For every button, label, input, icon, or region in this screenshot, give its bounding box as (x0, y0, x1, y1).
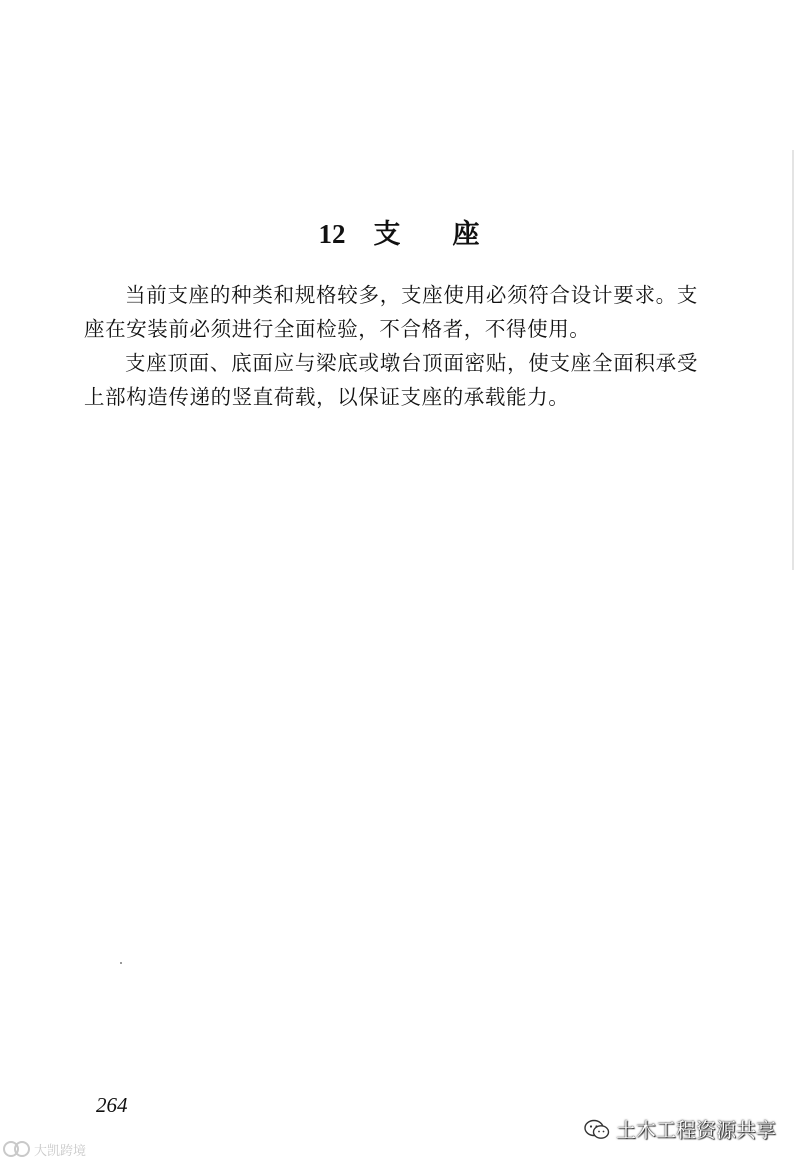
cc-logo-icon (2, 1140, 32, 1164)
watermark-right (584, 1117, 776, 1143)
chapter-title (0, 214, 798, 255)
chapter-title-text: 支座 (373, 219, 532, 251)
watermark-left (2, 1140, 86, 1164)
scan-speck (120, 962, 122, 964)
page-number: 264 (96, 1093, 128, 1117)
wechat-icon (584, 1119, 610, 1141)
watermark-right-text: 土木工程资源共享 (616, 1118, 776, 1142)
paragraph-1: 当前支座的种类和规格较多，支座使用必须符合设计要求。支座在安装前必须进行全面检验，不合格者，不得使用。 (84, 283, 698, 341)
chapter-body (84, 278, 698, 414)
watermark-left-text: 大凯跨境 (34, 1144, 87, 1159)
chapter-number: 12 (318, 219, 346, 250)
paragraph-2: 支座顶面、底面应与梁底或墩台顶面密贴，使支座全面积承受上部构造传递的竖直荷载，以保证支座的承载能力。 (84, 351, 698, 409)
scan-edge-mark (792, 150, 794, 570)
